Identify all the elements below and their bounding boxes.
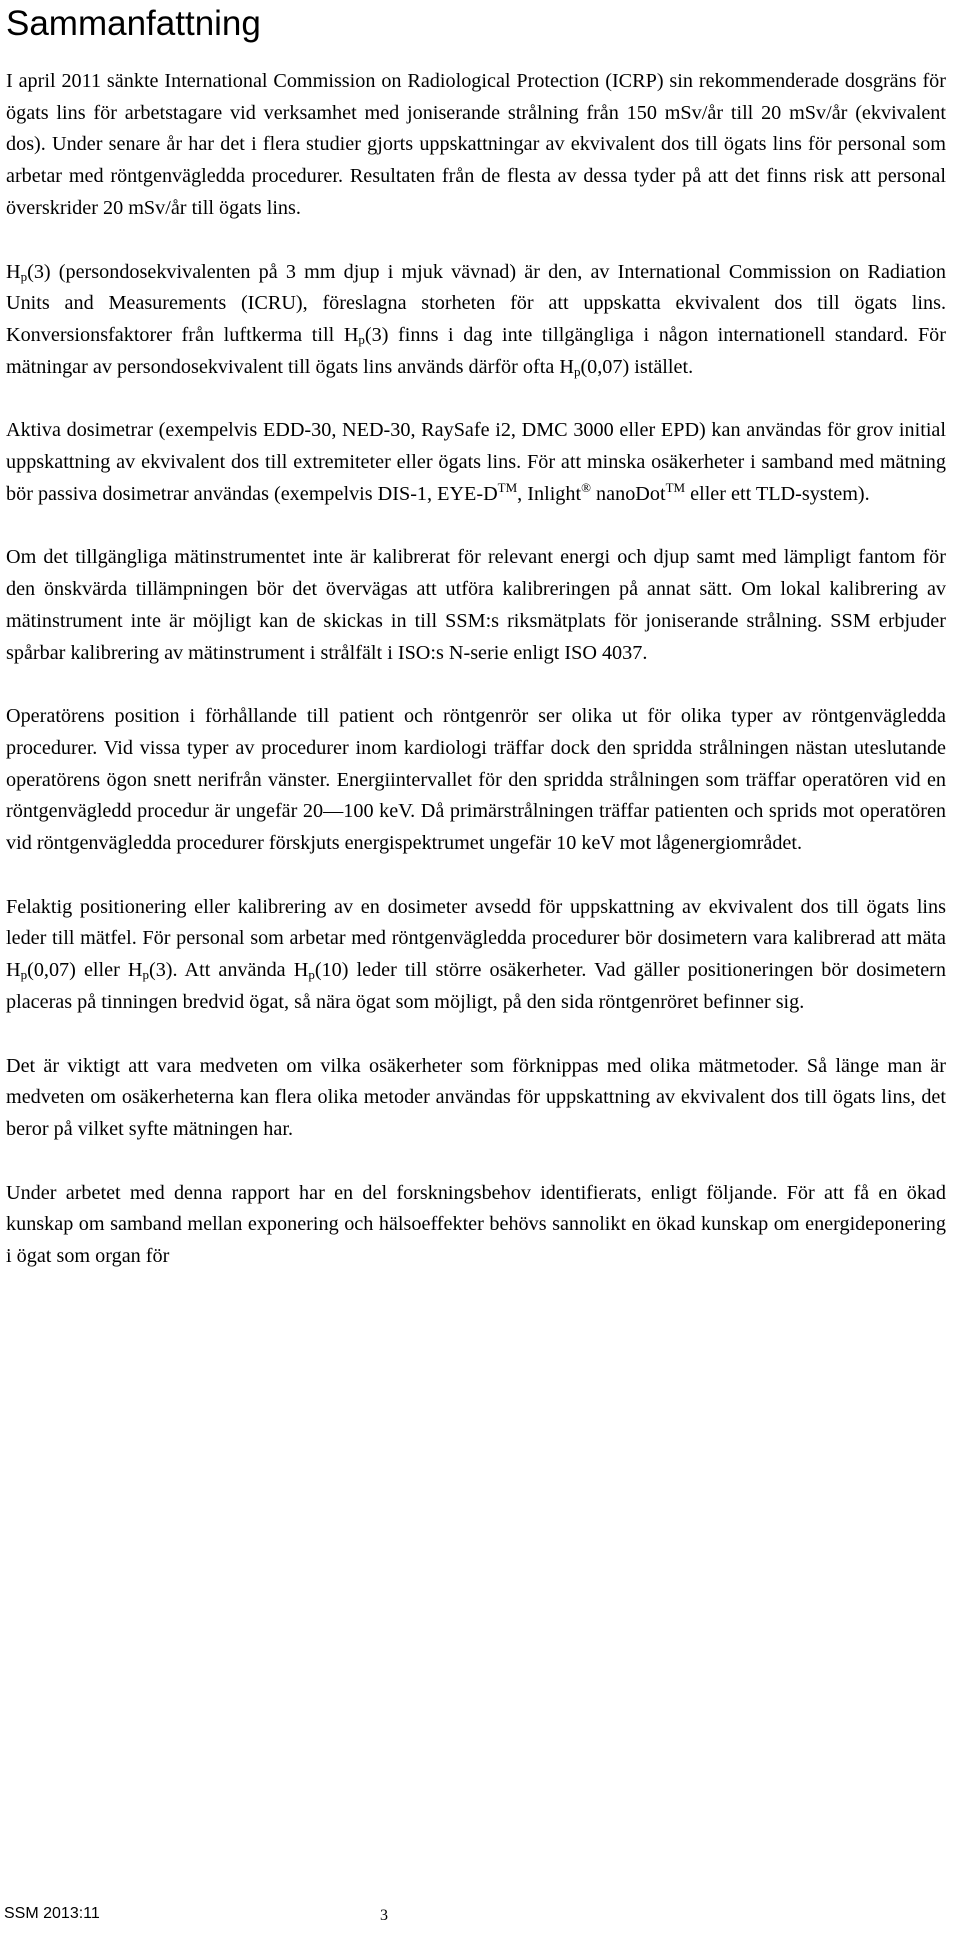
subscript: p xyxy=(308,967,315,983)
text-run: (3) finns i dag inte tillgängliga i någon internationell standard. För mätningar av persondosekvivalent till ögats lins används därför ofta xyxy=(6,323,946,378)
page-number: 3 xyxy=(380,1907,388,1924)
paragraph-5: Operatörens position i förhållande till patient och röntgenrör ser olika ut för olika typer av röntgenvägledda procedurer. Vid vissa typer av procedurer inom kardiologi träffar dock den spridda strålningen nästan uteslutande operatörens ögon snett nerifrån vänster. Energiintervallet för den spridda strålningen som träffar operatören vid en röntgenvägledd procedur är ungefär 20—100 keV. Då primärstrålningen träffar patienten och sprids mot operatören vid röntgenvägledda procedurer förskjuts energispektrumet ungefär 10 keV mot lågenergiområdet. xyxy=(6,705,946,855)
paragraph-1: I april 2011 sänkte International Commission on Radiological Protection (ICRP) sin rekommenderade dosgräns för ögats lins för arbetstagare vid verksamhet med joniserande strålning från 150 mSv/år till 20 mSv/år (ekvivalent dos). Under senare år har det i flera studier gjorts uppskattningar av ekvivalent dos till ögats lins för personal som arbetar med röntgenvägledda procedurer. Resultaten från de flesta av dessa tyder på att det finns risk att personal överskrider 20 mSv/år till ögats lins. xyxy=(6,70,946,219)
paragraph-7: Det är viktigt att vara medveten om vilka osäkerheter som förknippas med olika mätmetoder. Så länge man är medveten om osäkerheterna kan flera olika metoder användas för uppskattning av ekvivalent dos till ögats lins, det beror på vilket syfte mätningen har. xyxy=(6,1054,946,1140)
subscript: p xyxy=(573,363,581,379)
subscript: p xyxy=(142,967,149,983)
text-run: (3) (persondosekvivalenten på 3 mm djup i mjuk vävnad) är den, av International Commission on Radiation Units and Measurements (ICRU), föreslagna storheten för att uppskatta ekvivalent dos till ögats lins. Konversionsfaktorer från luftkerma till xyxy=(6,260,946,346)
paragraph-3 xyxy=(6,415,946,510)
text-run: H xyxy=(6,260,21,283)
paragraph-2 xyxy=(6,257,946,384)
text-run: Felaktig positionering eller kalibrering av en dosimeter avsedd för uppskattning av ekvivalent dos till ögats lins leder till mätfel. För personal som arbetar med röntgenvägledda procedurer bör dosimetern vara kalibrerad att mäta xyxy=(6,895,946,950)
text-run: Aktiva dosimetrar (exempelvis EDD-30, NED-30, RaySafe i2, DMC 3000 eller EPD) kan användas för grov initial uppskattning av ekvivalent dos till extremiteter eller ögats lins. För att minska osäkerheter i samband med mätning bör passiva dosimetrar användas (exempelvis DIS-1, EYE-D xyxy=(6,419,946,505)
subscript: p xyxy=(20,268,28,284)
page-title: Sammanfattning xyxy=(6,4,261,43)
registered-superscript: ® xyxy=(581,479,591,495)
text-run: (3). Att använda xyxy=(148,959,294,982)
text-run: H xyxy=(343,323,359,346)
subscript: p xyxy=(20,967,28,983)
text-run: H xyxy=(293,959,309,982)
text-run: H xyxy=(559,355,574,378)
subscript: p xyxy=(358,331,365,347)
paragraph-6 xyxy=(6,892,946,1019)
text-run: H xyxy=(6,959,21,982)
trademark-superscript: TM xyxy=(665,479,686,495)
document-body xyxy=(6,66,946,1305)
text-run: nanoDot xyxy=(591,482,666,505)
text-run: (0,07) istället. xyxy=(580,355,694,378)
paragraph-4: Om det tillgängliga mätinstrumentet inte är kalibrerat för relevant energi och djup samt med lämpligt fantom för den önskvärda tillämpningen bör det övervägas att utföra kalibreringen på annat sätt. Om lokal kalibrering av mätinstrument inte är möjligt kan de skickas in till SSM:s riksmätplats för joniserande strålning. SSM erbjuder spårbar kalibrering av mätinstrument i strålfält i ISO:s N-serie enligt ISO 4037. xyxy=(6,546,946,664)
trademark-superscript: TM xyxy=(497,479,518,495)
text-run: H xyxy=(127,959,143,982)
report-id: SSM 2013:11 xyxy=(4,1905,100,1922)
page-footer xyxy=(4,1905,504,1929)
paragraph-8: Under arbetet med denna rapport har en del forskningsbehov identifierats, enligt följande. För att få en ökad kunskap om samband mellan exponering och hälsoeffekter behövs sannolikt en ökad kunskap om energideponering i ögat som organ för xyxy=(6,1181,946,1268)
text-run: (0,07) eller xyxy=(27,959,128,982)
text-run: (10) leder till större osäkerheter. Vad gäller positioneringen bör dosimetern placeras på tinningen bredvid ögat, så nära ögat som möjligt, på den sida röntgenröret befinner sig. xyxy=(6,959,946,1013)
text-run: eller ett TLD-system). xyxy=(685,482,870,505)
text-run: , Inlight xyxy=(517,482,582,505)
